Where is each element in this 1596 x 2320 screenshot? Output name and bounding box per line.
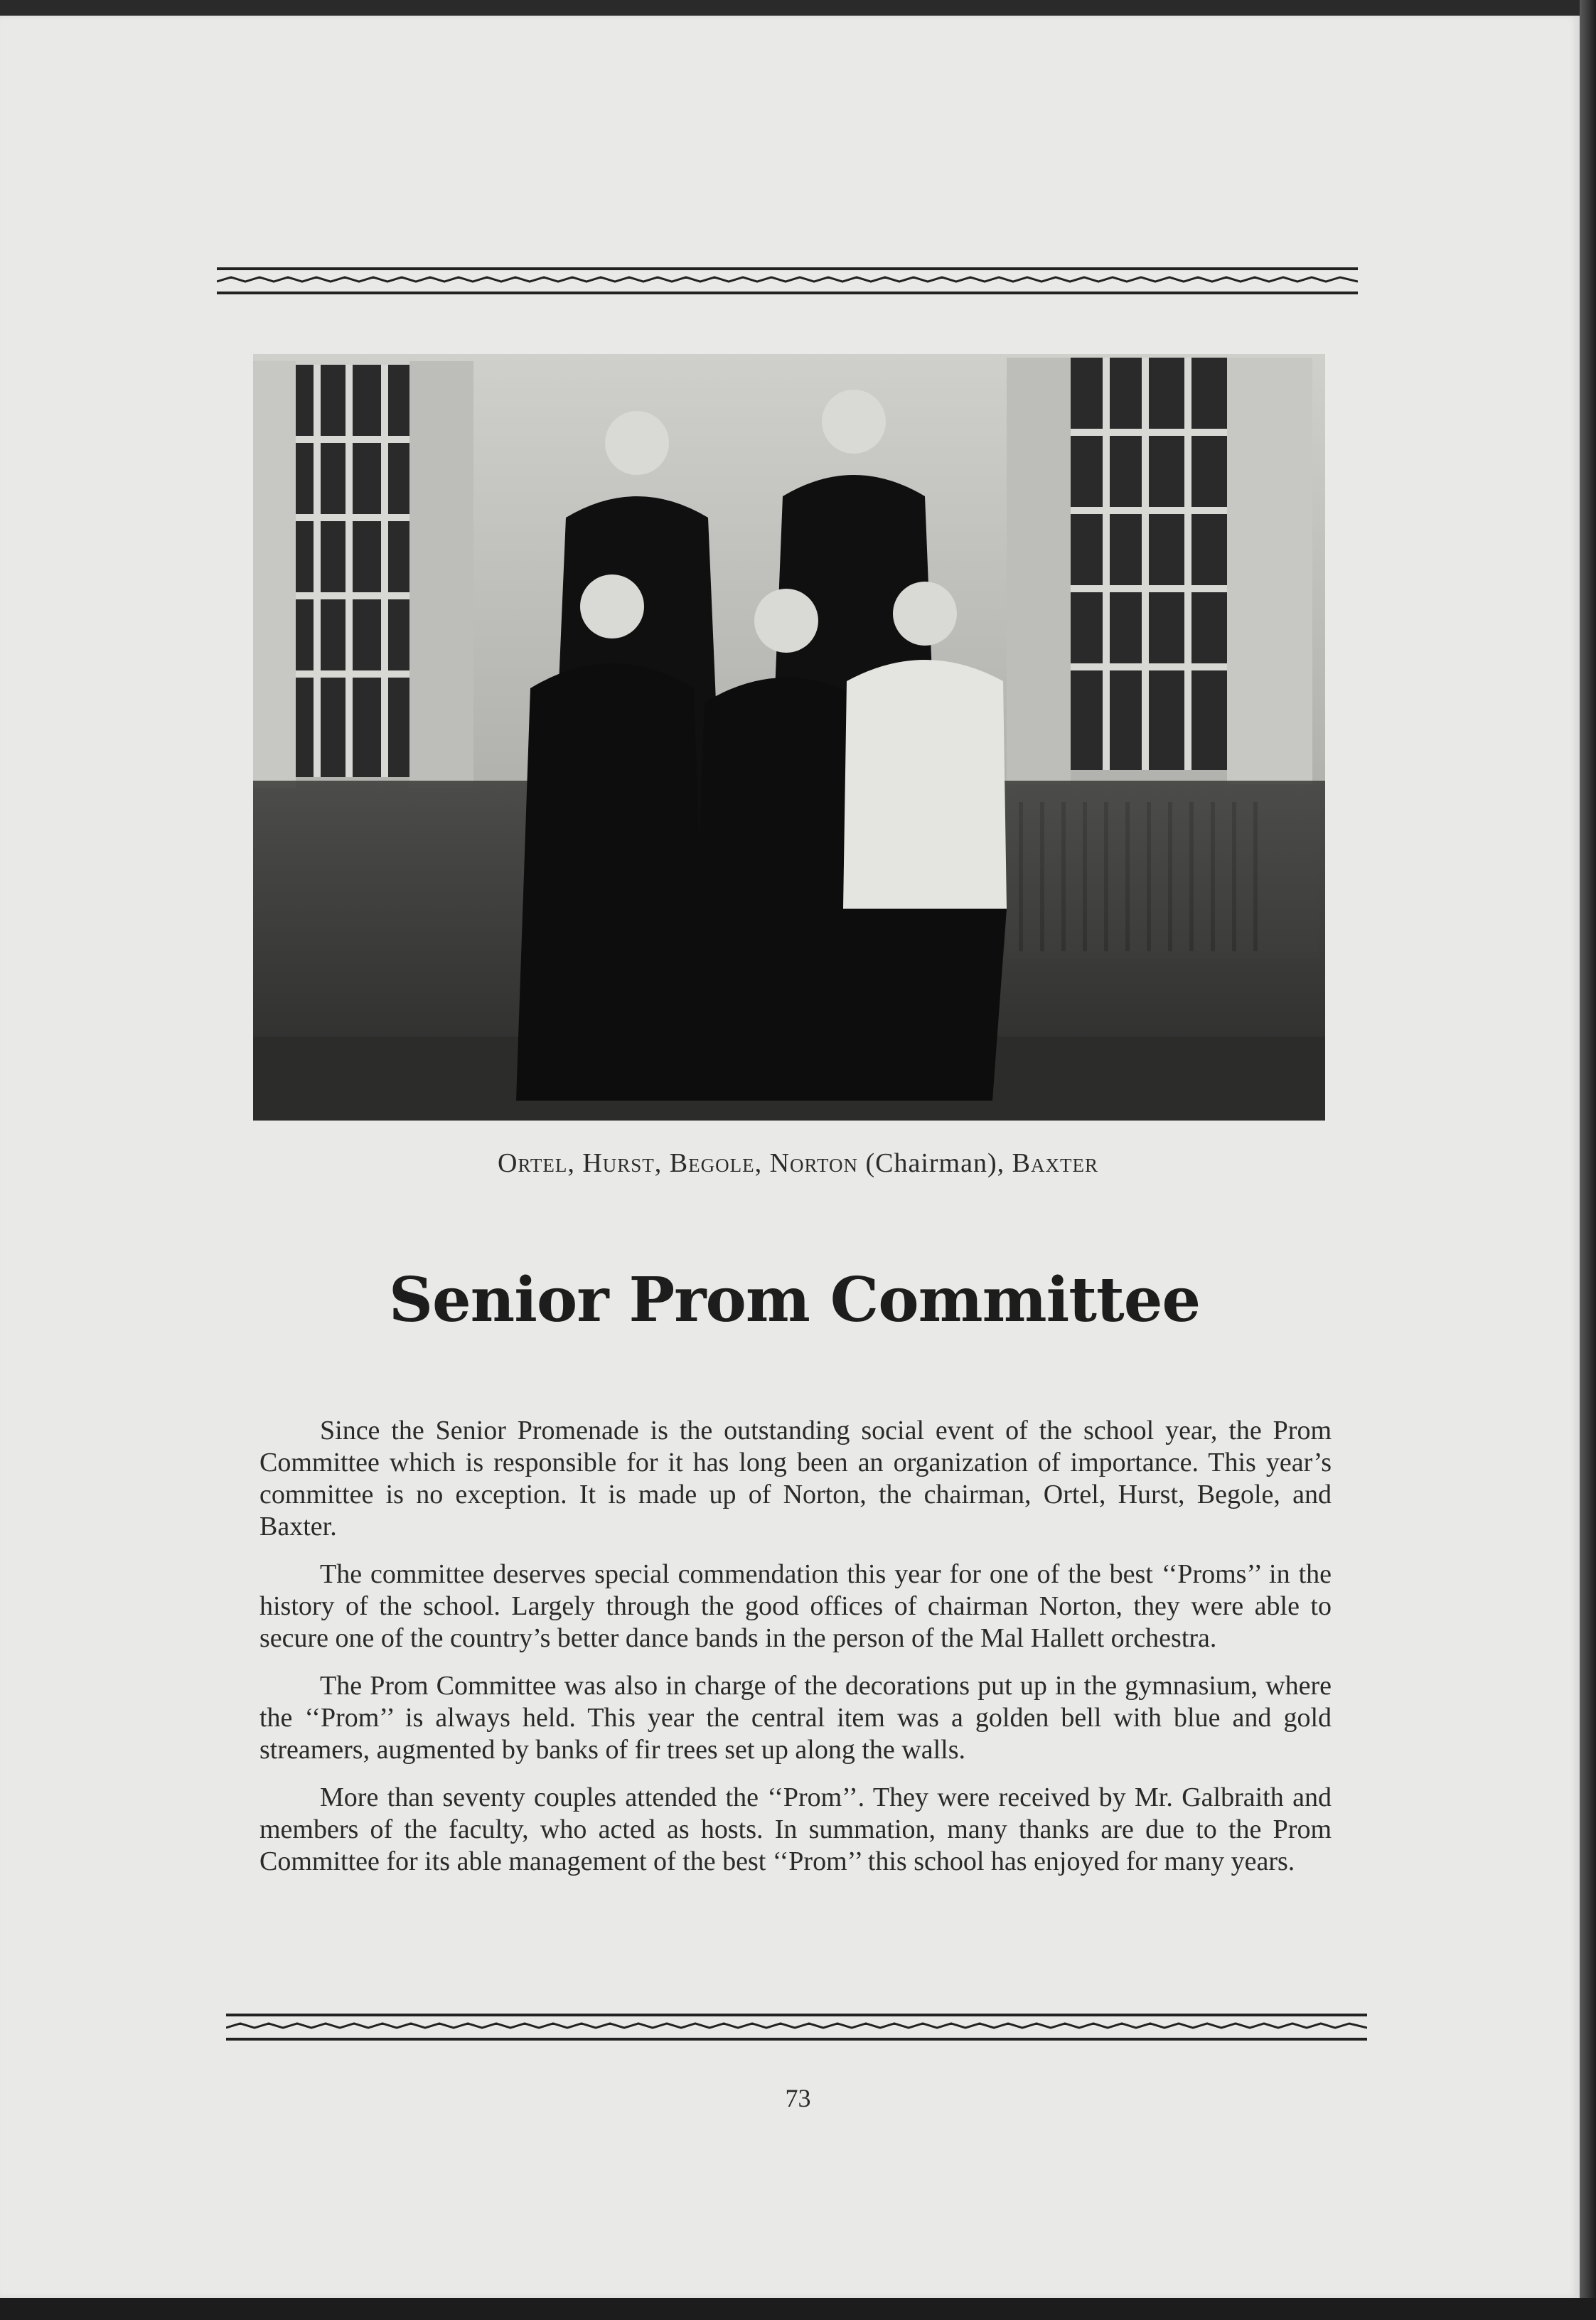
page-number: 73 [785, 2084, 811, 2112]
bottom-decorative-rule [226, 2011, 1367, 2045]
page-bottom-edge [0, 2298, 1596, 2320]
paragraph: The Prom Committee was also in charge of the decorations put up in the gymnasium, where the ‘‘Prom’’ is always held. This year the central item was a golden bell with blue and gold streamers, augmented by banks of fir trees set up along the walls. [259, 1671, 1332, 1765]
paragraph: The committee deserves special commendation this year for one of the best ‘‘Proms’’ in the history of the school. Largely through the good offices of chairman Norton, they were able to secure one of the country’s better dance bands in the person of the Mal Hallett orchestra. [259, 1559, 1332, 1653]
caption-chairman-note: (Chairman), [857, 1148, 1012, 1178]
photo-caption [0, 1148, 1596, 1179]
caption-last-name: Baxter [1012, 1148, 1098, 1178]
committee-group-photo [253, 354, 1325, 1121]
article-body [259, 1415, 1332, 1893]
caption-names: Ortel, Hurst, Begole, Norton [498, 1148, 858, 1178]
paragraph: More than seventy couples attended the ‘‘Prom’’. They were received by Mr. Galbraith and members of the faculty, who acted as hosts. In summation, many thanks are due to the Prom Committee for its able management of the best ‘‘Prom’’ this school has enjoyed for many years. [259, 1782, 1332, 1876]
paragraph: Since the Senior Promenade is the outstanding social event of the school year, the Prom Committee which is responsible for it has long been an organization of importance. This year’s committee is no exception. It is made up of Norton, the chairman, Ortel, Hurst, Begole, and Baxter. [259, 1416, 1332, 1541]
page-title: Senior Prom Committee [388, 1264, 1201, 1336]
top-decorative-rule [217, 264, 1358, 299]
